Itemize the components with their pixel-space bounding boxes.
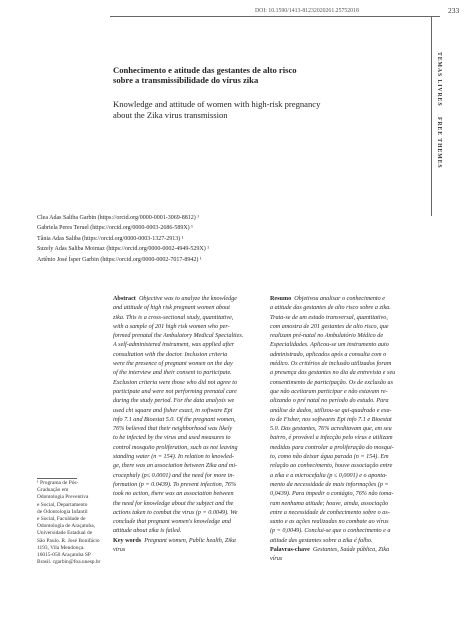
resumo-line: consentimento de participação. Os de exclusão as xyxy=(270,379,393,386)
resumo-line: atitude das gestantes sobre a zika é falho. xyxy=(270,537,373,544)
author-line: Artênio José Ísper Garbin (https://orcid.org/0000-0002-7017-8942) ¹ xyxy=(37,256,202,263)
palavras-chave-line: vírus xyxy=(270,556,283,563)
abstract-label: Abstract xyxy=(113,296,136,302)
footnote-line: 1193, Vila Mendonça. xyxy=(37,544,85,551)
keywords-line: Key words Pregnant women, Public health, Zika xyxy=(113,537,236,544)
abstract-line: conclude that pregnant women's knowledge and xyxy=(113,519,231,526)
sidebar-label-pt: TEMAS LIVRES xyxy=(436,52,442,107)
abstract-line: zika. This is a cross-sectional study, quantitative, xyxy=(113,314,234,321)
article-title-english xyxy=(113,99,413,120)
abstract-line: crocephaly (p≤ 0.0001) and the need for more in- xyxy=(113,472,235,479)
abstract-line: formation (p = 0.0439). To prevent infection, 76% xyxy=(113,481,237,488)
title-en-line: Knowledge and attitude of women with high-risk pregnancy xyxy=(113,99,321,109)
footnote-line: Universidade Estadual de xyxy=(37,530,93,537)
resumo-line: to, como não deixar água parada (n = 154). Em xyxy=(270,454,389,461)
abstract-line: actions taken to combat the virus (p = 0.0049). We xyxy=(113,509,238,516)
sidebar-divider xyxy=(431,16,432,216)
resumo-line: realizam pré-natal no Ambulatório Médico de xyxy=(270,333,384,340)
resumo-line: a presença das gestantes no dia da entrevista e seu xyxy=(270,370,396,377)
sidebar-label-en: FREE THEMES xyxy=(436,117,442,169)
abstract-line: and attitude of high risk pregnant women about xyxy=(113,305,230,312)
abstract-line: A self-administered instrument, was applied after xyxy=(113,342,235,349)
author-line: Clea Adas Saliba Garbin (https://orcid.org/0000-0001-3069-8812) ¹ xyxy=(37,215,199,221)
header-rule xyxy=(110,16,440,17)
resumo-line: análise de dados, utilizou-se qui-quadrado e exa- xyxy=(270,407,392,414)
resumo-line: Especialidades. Aplicou-se um instrumento auto xyxy=(270,342,389,349)
resumo-label: Resumo xyxy=(270,296,292,302)
abstract-line: during the study period. For the data analysis we xyxy=(113,398,235,405)
resumo-line: mento da necessidade de mais informações (p = xyxy=(270,481,389,488)
footnote-line: Odontologia Preventiva xyxy=(37,494,89,501)
author-line: Gabriela Peres Teruel (https://orcid.org/0000-0003-2686-589X) ¹ xyxy=(37,225,193,232)
abstract-line: were the presence of pregnant women on the day xyxy=(113,361,233,368)
keywords-line: virus xyxy=(113,547,126,554)
abstract-line: the need for knowledge about the subject and the xyxy=(113,500,234,507)
title-en-line: about the Zika virus transmission xyxy=(113,109,228,120)
author-list xyxy=(37,213,209,265)
resumo-line: relação ao conhecimento, houve associação entre xyxy=(270,463,393,470)
author-line: Tânia Adas Saliba (https://orcid.org/0000-0003-1327-2913) ¹ xyxy=(37,235,184,242)
abstract-portuguese xyxy=(270,295,416,565)
abstract-line: control mosquito proliferation, such as not leaving xyxy=(113,444,238,451)
resumo-line: 0,0439). Para impedir o contágio, 76% não toma- xyxy=(270,491,394,498)
palavras-chave-label: Palavras-chave xyxy=(270,547,310,554)
abstract-line: formed prenatal the Ambulatory Medical Specialties. xyxy=(113,333,244,340)
resumo-line: Resumo Objetivou analisar o conhecimento e xyxy=(270,296,385,302)
resumo-line: Trata-se de um estudo transversal, quantitativo, xyxy=(270,314,388,321)
resumo-line: a zika e a microcefalia (p ≤ 0,0001) e o aponta- xyxy=(270,472,388,479)
abstract-line: ge, there was an association between Zika and mi- xyxy=(113,463,238,470)
abstract-line: to be infected by the virus and used measures to xyxy=(113,435,231,442)
abstract-line: participate and were not performing prenatal care xyxy=(113,388,237,395)
page-number: 233 xyxy=(448,6,460,15)
footnote-line: e Social, Departamento xyxy=(37,501,88,508)
abstract-line: of the interview and their consent to participate. xyxy=(113,370,232,377)
palavras-chave-line: Palavras-chave Gestantes, Saúde pública, Zika xyxy=(270,547,390,554)
resumo-line: medidas para controlar a proliferação do mosqui- xyxy=(270,444,394,451)
abstract-line: used chi square and fisher exact, in software Epi xyxy=(113,407,233,414)
resumo-line: administrado, aplicados após a consulta com o xyxy=(270,351,387,358)
footnote-line: 16015-050 Araçatuba SP xyxy=(37,552,91,559)
abstract-line: with a sample of 201 high risk women who per- xyxy=(113,323,230,330)
footnote-line: São Paulo. R. José Bonifácio xyxy=(37,537,100,544)
footnote-line: Brasil. cgarbin@foa.unesp.br xyxy=(37,559,101,566)
footnote-line: e Social, Faculdade de xyxy=(37,516,86,523)
abstract-line: standing water (n = 154). In relation to knowled- xyxy=(113,454,235,461)
resumo-line: entre a necessidade de conhecimento sobre o as- xyxy=(270,509,390,516)
resumo-line: ram nenhuma atitude; houve, ainda, associação xyxy=(270,500,389,507)
abstract-line: consultation with the doctor. Inclusion criteria xyxy=(113,351,228,358)
resumo-line: alizando o pré natal no período do estudo. Para xyxy=(270,398,389,405)
article-title-portuguese xyxy=(113,65,413,85)
resumo-line: to de Fisher, nos softwares Epi info 7.1 e Bioestat xyxy=(270,416,392,423)
footnote-line: Graduação em xyxy=(37,487,69,494)
section-sidebar-label xyxy=(436,52,442,169)
abstract-english xyxy=(113,295,256,555)
resumo-line: 5.0. Das gestantes, 76% acreditavam que, em seu xyxy=(270,426,392,433)
footnote-rule xyxy=(37,478,77,479)
abstract-line: info 7.1 and Bioestat 5.0. Of the pregnant women, xyxy=(113,416,236,423)
footnote-line: de Odontologia Infantil xyxy=(37,508,88,515)
footnote-line: ¹ Programa de Pós- xyxy=(37,480,79,486)
title-pt-line: Conhecimento e atitude das gestantes de alto risco xyxy=(113,65,297,75)
abstract-line: 76% believed that their neighborhood was likely xyxy=(113,426,233,433)
resumo-line: que não aceitaram participar e não estavam re- xyxy=(270,388,388,395)
abstract-line: attitude about zika is failed. xyxy=(113,528,182,535)
resumo-line: com amostra de 201 gestantes de alto risco, que xyxy=(270,323,389,330)
abstract-line: took no action, there was an association between xyxy=(113,491,234,498)
title-pt-line: sobre a transmissibilidade do vírus zika xyxy=(113,75,259,85)
abstract-line: Exclusion criteria were those who did not agree to xyxy=(113,379,238,386)
abstract-line: Abstract Objective was to analyze the knowledge xyxy=(113,296,237,302)
doi-header: DOI: 10.1590/1413-81232020261.25752018 xyxy=(255,8,359,14)
author-line: Suzely Adas Saliba Moimaz (https://orcid.org/0000-0002-4949-529X) ¹ xyxy=(37,246,209,253)
resumo-line: (p = 0,0049). Conclui-se que o conhecimento e a xyxy=(270,528,391,535)
resumo-line: a atitude das gestantes de alto risco sobre a zika. xyxy=(270,305,391,312)
resumo-line: sunto e as ações realizadas no combate ao vírus xyxy=(270,519,389,526)
resumo-line: bairro, é provável a infecção pelo vírus e utilizam xyxy=(270,435,393,442)
affiliation-footnote xyxy=(37,480,109,566)
footnote-line: Odontologia de Araçatuba, xyxy=(37,523,95,530)
resumo-line: médico. Os critérios de inclusão utilizados foram xyxy=(270,361,392,368)
keywords-label: Key words xyxy=(113,537,142,544)
